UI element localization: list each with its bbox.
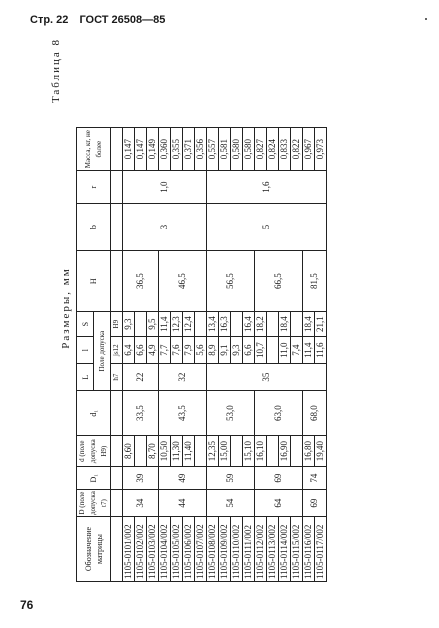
table-row [207,128,219,582]
cell-l: 4,9 [147,337,159,364]
tol-spacer [111,517,123,582]
cell-S [231,312,243,337]
cell-S: 16,4 [243,312,255,337]
cell-l: 7,6 [171,337,183,364]
cell-S: 9,5 [147,312,159,337]
cell-d: 10,50 [159,436,171,467]
tolerance-codes-row [111,128,123,582]
cell-mass: 0,822 [291,128,303,171]
cell-d: 11,40 [183,436,195,467]
cell-d1: 43,5 [159,391,207,436]
cell-S: 21,1 [315,312,327,337]
col-d: d (поле допуска H9) [77,436,111,467]
cell-designation: 1105-0116/002 [303,517,315,582]
cell-H: 46,5 [159,251,207,312]
cell-d: 15,00 [219,436,231,467]
cell-d: 8,70 [147,436,159,467]
col-designation: Обозначение матрицы [77,517,111,582]
cell-D1: 69 [255,467,303,490]
cell-S: 18,4 [303,312,315,337]
tol-h7: h7 [111,364,123,391]
cell-H: 81,5 [303,251,327,312]
col-mass: Масса, кг, не более [77,128,111,171]
cell-S: 18,4 [279,312,291,337]
header-standard: ГОСТ 26508—85 [79,14,166,26]
cell-d [195,436,207,467]
cell-l: 6,4 [123,337,135,364]
cell-mass: 0,557 [207,128,219,171]
cell-mass: 0,355 [171,128,183,171]
col-b: b [77,204,111,251]
tol-spacer [111,490,123,517]
cell-d: 11,30 [171,436,183,467]
header-row [77,128,94,582]
cell-mass: 0,580 [243,128,255,171]
cell-mass: 0,356 [195,128,207,171]
cell-H: 66,5 [255,251,303,312]
tol-spacer [111,128,123,171]
col-H: H [77,251,111,312]
cell-designation: 1105-0114/002 [279,517,291,582]
cell-l: 7,4 [291,337,303,364]
col-D1: D₁ [77,467,111,490]
col-r: r [77,171,111,204]
tol-H9: H9 [111,312,123,337]
cell-D1: 59 [207,467,255,490]
dimensions-table [76,127,327,582]
cell-D: 44 [159,490,207,517]
cell-H: 36,5 [123,251,159,312]
header-page: Стр. 22 [30,14,69,26]
cell-mass: 0,147 [123,128,135,171]
table-subtitle: Размеры, мм [60,267,72,349]
cell-S: 11,4 [159,312,171,337]
cell-L: 35 [207,364,327,391]
cell-designation: 1105-0108/002 [207,517,219,582]
cell-D: 69 [303,490,327,517]
cell-mass: 0,147 [135,128,147,171]
rotated-table-area [50,34,439,582]
cell-d: 16,10 [255,436,267,467]
col-S: S [77,312,94,337]
cell-mass: 0,967 [303,128,315,171]
cell-S [291,312,303,337]
cell-d: 16,90 [279,436,291,467]
cell-mass: 0,973 [315,128,327,171]
col-l: l [77,337,94,364]
cell-S [195,312,207,337]
cell-l: 11,6 [315,337,327,364]
cell-designation: 1105-0102/002 [135,517,147,582]
cell-D: 54 [207,490,255,517]
cell-designation: 1105-0106/002 [183,517,195,582]
tolerance-label: Поле допуска [94,312,111,391]
cell-l: 11,0 [279,337,291,364]
cell-l: 6,6 [135,337,147,364]
cell-b: 3 [123,204,207,251]
cell-L: 22 [123,364,159,391]
cell-designation: 1105-0104/002 [159,517,171,582]
cell-mass: 0,824 [267,128,279,171]
cell-b: 5 [207,204,327,251]
cell-d1: 68,0 [303,391,327,436]
table-row [123,128,135,582]
cell-r: 1,0 [123,171,207,204]
cell-S: 12,4 [183,312,195,337]
cell-d: 12,35 [207,436,219,467]
tol-spacer [111,391,123,436]
cell-D: 64 [255,490,303,517]
cell-mass: 0,371 [183,128,195,171]
cell-d [231,436,243,467]
tol-spacer [111,436,123,467]
page-number: 76 [20,598,34,612]
cell-mass: 0,360 [159,128,171,171]
cell-d1: 63,0 [255,391,303,436]
cell-mass: 0,827 [255,128,267,171]
cell-D1: 39 [123,467,159,490]
col-L: L [77,364,94,391]
cell-mass: 0,833 [279,128,291,171]
cell-mass: 0,149 [147,128,159,171]
table-title: Таблица 8 [50,38,62,104]
cell-l [267,337,279,364]
cell-L: 32 [159,364,207,391]
cell-l: 6,6 [243,337,255,364]
cell-designation: 1105-0109/002 [219,517,231,582]
cell-designation: 1105-0117/002 [315,517,327,582]
cell-d: 16,80 [303,436,315,467]
cell-l: 11,4 [303,337,315,364]
cell-S [135,312,147,337]
cell-d1: 33,5 [123,391,159,436]
cell-l: 8,9 [207,337,219,364]
cell-l: 10,7 [255,337,267,364]
cell-l: 9,1 [219,337,231,364]
cell-d: 19,40 [315,436,327,467]
cell-D1: 49 [159,467,207,490]
cell-designation: 1105-0115/002 [291,517,303,582]
cell-designation: 1105-0105/002 [171,517,183,582]
cell-d: 15,10 [243,436,255,467]
tol-spacer [111,467,123,490]
cell-l: 7,9 [183,337,195,364]
tol-spacer [111,204,123,251]
col-d1: d₁ [77,391,111,436]
col-D: D (поле допуска t7) [77,490,111,517]
cell-l: 5,6 [195,337,207,364]
cell-r: 1,6 [207,171,327,204]
cell-S: 16,3 [219,312,231,337]
tol-spacer [111,171,123,204]
cell-d [267,436,279,467]
cell-S [267,312,279,337]
cell-S: 12,3 [171,312,183,337]
cell-designation: 1105-0110/002 [231,517,243,582]
cell-l: 9,3 [231,337,243,364]
cell-designation: 1105-0113/002 [267,517,279,582]
cell-designation: 1105-0101/002 [123,517,135,582]
cell-l: 7,7 [159,337,171,364]
cell-D: 34 [123,490,159,517]
cell-designation: 1105-0107/002 [195,517,207,582]
cell-designation: 1105-0112/002 [255,517,267,582]
cell-S: 18,2 [255,312,267,337]
cell-d: 8,60 [123,436,135,467]
cell-designation: 1105-0103/002 [147,517,159,582]
cell-S: 13,4 [207,312,219,337]
cell-H: 56,5 [207,251,255,312]
cell-S: 9,3 [123,312,135,337]
table-caption [50,34,72,582]
cell-designation: 1105-0111/002 [243,517,255,582]
table-body [123,128,327,582]
cell-d1: 53,0 [207,391,255,436]
cell-mass: 0,580 [231,128,243,171]
cell-d [291,436,303,467]
tol-spacer [111,251,123,312]
tol-js12: js12 [111,337,123,364]
cell-mass: 0,581 [219,128,231,171]
cell-d [135,436,147,467]
cell-D1: 74 [303,467,327,490]
